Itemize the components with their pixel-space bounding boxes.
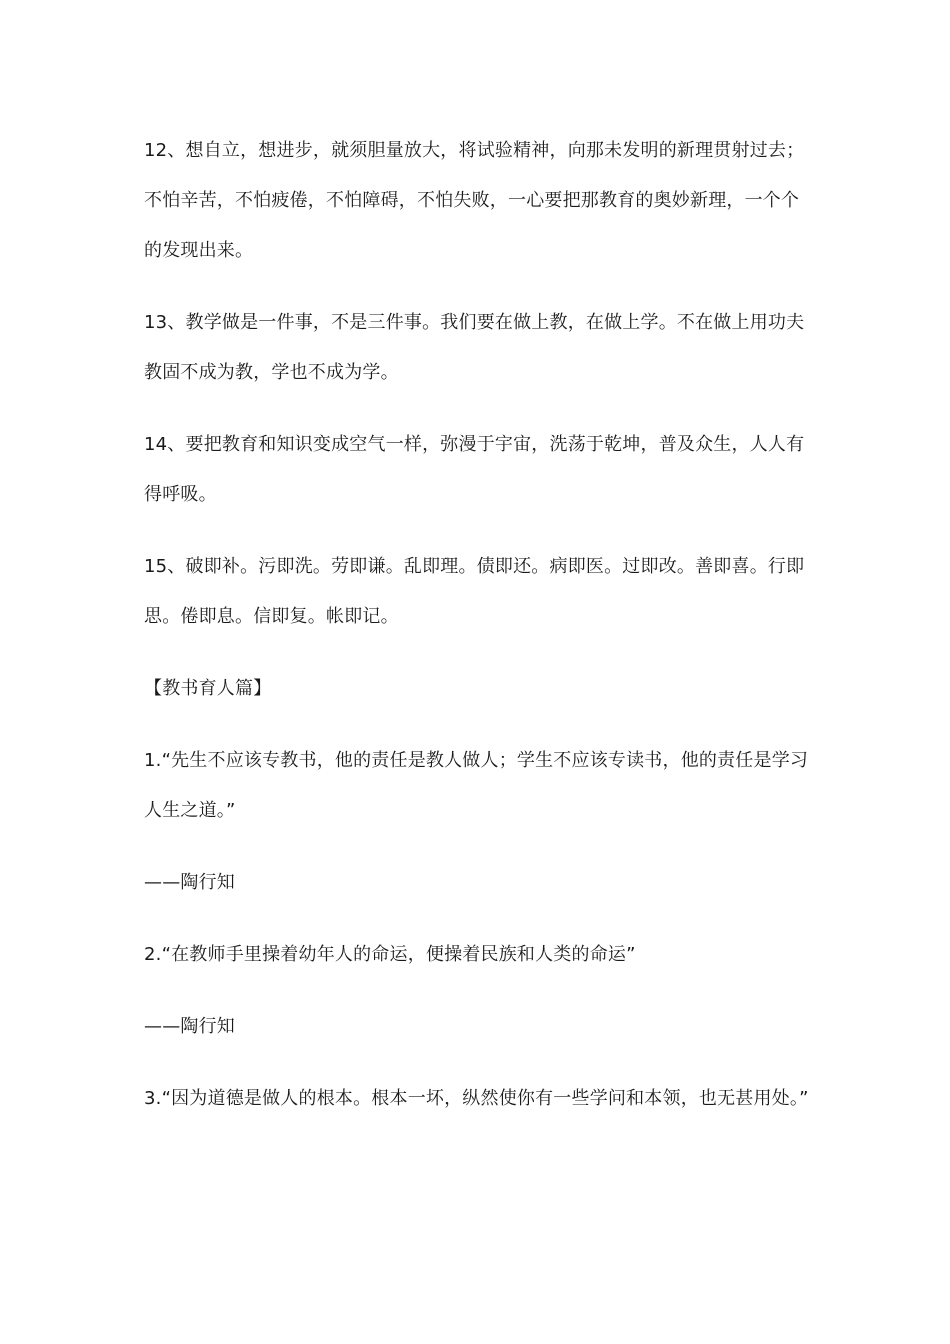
quote-15: 15、破即补。污即洗。劳即谦。乱即理。债即还。病即医。过即改。善即喜。行即思。倦即息。信即复。帐即记。 (144, 556, 805, 627)
paragraph-gap (144, 520, 810, 542)
paragraph-gap (144, 980, 810, 1002)
paragraph-gap (144, 908, 810, 930)
document-body (144, 126, 810, 1124)
teaching-quote-1: 1.“先生不应该专教书，他的责任是教人做人；学生不应该专读书，他的责任是学习人生之道。” (144, 750, 809, 821)
quote-attribution: ——陶行知 (144, 872, 235, 893)
teaching-quote-2: 2.“在教师手里操着幼年人的命运，便操着民族和人类的命运” (144, 944, 636, 965)
quote-12: 12、想自立，想进步，就须胆量放大，将试验精神，向那未发明的新理贯射过去；不怕辛苦，不怕疲倦，不怕障碍，不怕失败，一心要把那教育的奥妙新理，一个个的发现出来。 (144, 140, 805, 261)
paragraph-gap (144, 642, 810, 664)
paragraph-gap (144, 398, 810, 420)
paragraph-gap (144, 836, 810, 858)
quote-attribution: ——陶行知 (144, 1016, 235, 1037)
section-heading: 【教书育人篇】 (144, 678, 272, 699)
paragraph-gap (144, 714, 810, 736)
teaching-quote-3: 3.“因为道德是做人的根本。根本一坏，纵然使你有一些学问和本领，也无甚用处。” (144, 1088, 809, 1109)
paragraph-gap (144, 1052, 810, 1074)
paragraph-gap (144, 276, 810, 298)
quote-14: 14、要把教育和知识变成空气一样，弥漫于宇宙，洗荡于乾坤，普及众生，人人有得呼吸。 (144, 434, 805, 505)
quote-13: 13、教学做是一件事，不是三件事。我们要在做上教，在做上学。不在做上用功夫教固不成为教，学也不成为学。 (144, 312, 805, 383)
